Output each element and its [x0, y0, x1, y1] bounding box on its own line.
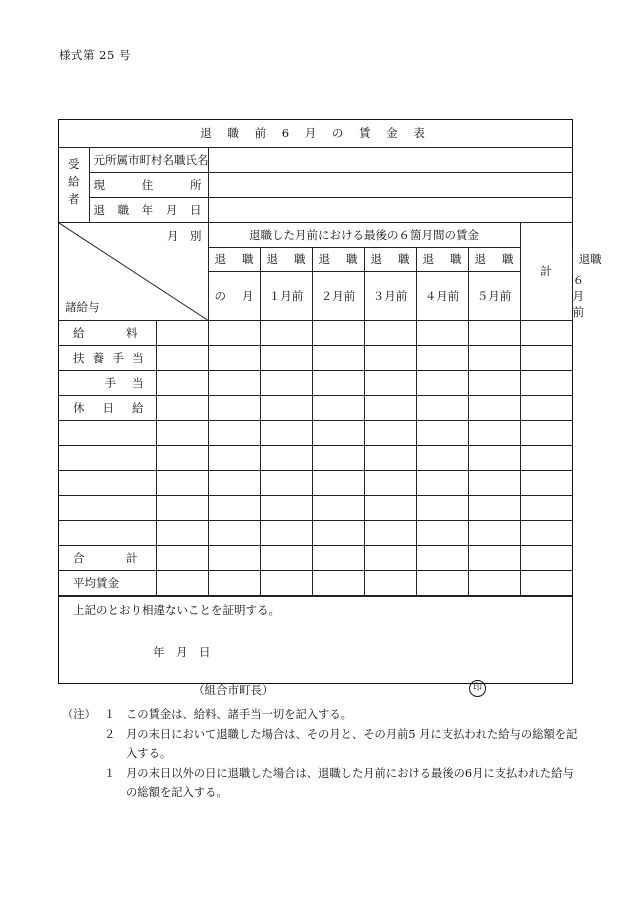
wage-cell[interactable]	[260, 470, 312, 495]
total-header: 計	[520, 222, 572, 320]
table-title: 退 職 前 6 月 の 賃 金 表	[59, 120, 572, 147]
wage-cell[interactable]	[364, 420, 416, 445]
table-row	[59, 320, 572, 345]
table-row	[59, 520, 572, 545]
wage-cell[interactable]	[364, 320, 416, 345]
wage-cell[interactable]	[260, 545, 312, 570]
wage-cell[interactable]	[312, 395, 364, 420]
form-number: 様式第 25 号	[59, 48, 131, 62]
month-header-top: 退 職	[364, 247, 416, 271]
row-label: 扶 養 手 当	[59, 345, 156, 370]
wage-cell[interactable]	[208, 445, 260, 470]
wage-cell[interactable]	[468, 470, 520, 495]
wage-cell[interactable]	[156, 345, 208, 370]
wage-cell[interactable]	[260, 570, 312, 595]
wage-cell[interactable]	[156, 420, 208, 445]
recipient-name-label: 元所属市町村名職氏名	[89, 147, 208, 172]
wage-cell[interactable]	[520, 445, 572, 470]
wage-cell[interactable]	[208, 520, 260, 545]
wage-cell[interactable]	[260, 420, 312, 445]
wage-cell[interactable]	[260, 320, 312, 345]
wage-cell[interactable]	[468, 420, 520, 445]
wage-cell[interactable]	[468, 545, 520, 570]
wage-cell[interactable]	[156, 545, 208, 570]
wage-cell[interactable]	[364, 345, 416, 370]
wage-cell[interactable]	[416, 495, 468, 520]
table-row	[59, 545, 572, 570]
notes-tag: （注）	[62, 708, 96, 721]
month-header-bottom: の 月	[208, 271, 260, 320]
wage-cell[interactable]	[364, 570, 416, 595]
wage-cell[interactable]	[468, 320, 520, 345]
month-header-bottom: ５月前	[468, 271, 520, 320]
wage-cell[interactable]	[520, 495, 572, 520]
wage-cell[interactable]	[312, 445, 364, 470]
wage-cell[interactable]	[364, 395, 416, 420]
recipient-address-label: 現 住 所	[89, 172, 208, 197]
wage-cell[interactable]	[208, 495, 260, 520]
wage-cell[interactable]	[208, 545, 260, 570]
wage-cell[interactable]	[260, 395, 312, 420]
wage-cell[interactable]	[416, 320, 468, 345]
wage-cell[interactable]	[416, 420, 468, 445]
wage-cell[interactable]	[416, 570, 468, 595]
month-header-bottom: １月前	[260, 271, 312, 320]
wage-cell[interactable]	[312, 420, 364, 445]
wage-cell[interactable]	[260, 370, 312, 395]
wage-cell[interactable]	[156, 495, 208, 520]
wage-cell[interactable]	[468, 345, 520, 370]
wage-cell[interactable]	[520, 420, 572, 445]
wage-cell[interactable]	[260, 495, 312, 520]
wage-cell[interactable]	[520, 395, 572, 420]
wage-cell[interactable]	[312, 520, 364, 545]
wage-cell[interactable]	[208, 395, 260, 420]
note-item: ２ 月の末日において退職した場合は、その月と、その月前5 月に支払われた給与の総額を記入する。	[104, 727, 578, 760]
row-label: 手 当	[59, 370, 156, 395]
row-label	[59, 520, 156, 545]
wage-cell[interactable]	[520, 320, 572, 345]
wage-cell[interactable]	[312, 570, 364, 595]
month-header-bottom-row: の 月 １月前 ２月前 ３月前 ４月前 ５月前 ６月前	[59, 271, 572, 320]
wage-cell[interactable]	[312, 470, 364, 495]
wage-cell[interactable]	[208, 470, 260, 495]
table-row	[59, 445, 572, 470]
wage-cell[interactable]	[520, 545, 572, 570]
header-diagonal-cell	[59, 222, 208, 320]
month-label: 月 別	[167, 228, 202, 243]
wage-cell[interactable]	[208, 420, 260, 445]
wage-cell[interactable]	[416, 370, 468, 395]
row-label: 給 料	[59, 320, 156, 345]
row-label: 合 計	[59, 545, 156, 570]
certification-date: 年 月 日	[153, 644, 211, 659]
table-row	[59, 570, 572, 595]
note-item: １ 月の末日以外の日に退職した場合は、退職した月前における最後の6月に支払われた給与の総額を記入する。	[104, 766, 574, 799]
wage-cell[interactable]	[416, 345, 468, 370]
wage-cell[interactable]	[208, 345, 260, 370]
wage-cell[interactable]	[520, 370, 572, 395]
wage-cell[interactable]	[468, 520, 520, 545]
table-row	[59, 345, 572, 370]
period-title: 退職した月前における最後の６箇月間の賃金	[208, 222, 520, 247]
table-row	[59, 370, 572, 395]
wage-cell[interactable]	[520, 470, 572, 495]
wage-cell[interactable]	[364, 545, 416, 570]
wage-cell[interactable]	[156, 520, 208, 545]
row-label	[59, 420, 156, 445]
month-header-bottom: ２月前	[312, 271, 364, 320]
month-header-top: 退 職	[416, 247, 468, 271]
wage-cell[interactable]	[260, 445, 312, 470]
certification-text: 上記のとおり相違ないことを証明する。	[73, 602, 280, 617]
wage-cell[interactable]	[416, 470, 468, 495]
wage-cell[interactable]	[208, 570, 260, 595]
month-header-top: 退 職	[260, 247, 312, 271]
wage-cell[interactable]	[312, 320, 364, 345]
wage-cell[interactable]	[260, 345, 312, 370]
kind-label: 諸給与	[65, 299, 100, 314]
row-label	[59, 445, 156, 470]
wage-cell[interactable]	[208, 370, 260, 395]
wage-cell[interactable]	[364, 370, 416, 395]
wage-cell[interactable]	[156, 320, 208, 345]
wage-cell[interactable]	[156, 445, 208, 470]
wage-cell[interactable]	[364, 520, 416, 545]
month-header-top: 退 職	[312, 247, 364, 271]
month-header-bottom: ３月前	[364, 271, 416, 320]
month-header-top-row: 退 職 退 職 退 職 退 職 退 職 退 職 退 職	[59, 247, 572, 271]
wage-table	[59, 120, 602, 596]
month-header-top: 退 職	[468, 247, 520, 271]
wage-cell[interactable]	[208, 320, 260, 345]
wage-cell[interactable]	[156, 470, 208, 495]
table-row	[59, 395, 572, 420]
wage-rows	[59, 320, 572, 595]
wage-cell[interactable]	[416, 395, 468, 420]
recipient-name-value[interactable]	[208, 147, 572, 172]
wage-cell[interactable]	[520, 520, 572, 545]
recipient-label: 受給者	[59, 147, 89, 222]
row-label	[59, 470, 156, 495]
certification-area	[59, 596, 572, 713]
wage-cell[interactable]	[468, 395, 520, 420]
retirement-date-value[interactable]	[208, 197, 572, 222]
wage-cell[interactable]	[260, 520, 312, 545]
wage-cell[interactable]	[416, 445, 468, 470]
wage-table-frame	[58, 119, 602, 697]
mayor-label: （組合市町長）	[193, 682, 274, 697]
wage-cell[interactable]	[364, 495, 416, 520]
note-item: （注） １ この賃金は、給料、諸手当一切を記入する。	[62, 705, 582, 725]
seal-mark: 印	[469, 680, 486, 697]
wage-cell[interactable]	[468, 370, 520, 395]
notes	[62, 705, 582, 803]
month-header-top: 退 職	[208, 247, 260, 271]
wage-cell[interactable]	[312, 495, 364, 520]
wage-cell[interactable]	[312, 370, 364, 395]
row-label: 休 日 給	[59, 395, 156, 420]
row-label	[59, 495, 156, 520]
wage-cell[interactable]	[364, 470, 416, 495]
wage-cell[interactable]	[520, 570, 572, 595]
table-row	[59, 470, 572, 495]
wage-cell[interactable]	[468, 495, 520, 520]
wage-cell[interactable]	[520, 345, 572, 370]
wage-cell[interactable]	[364, 445, 416, 470]
wage-cell[interactable]	[416, 520, 468, 545]
table-row	[59, 495, 572, 520]
table-row	[59, 420, 572, 445]
month-header-bottom: ４月前	[416, 271, 468, 320]
wage-cell[interactable]	[156, 395, 208, 420]
wage-cell[interactable]	[312, 345, 364, 370]
wage-cell[interactable]	[156, 370, 208, 395]
row-label: 平均賃金	[59, 570, 156, 595]
wage-cell[interactable]	[416, 545, 468, 570]
wage-cell[interactable]	[156, 570, 208, 595]
wage-cell[interactable]	[468, 570, 520, 595]
wage-cell[interactable]	[312, 545, 364, 570]
recipient-address-value[interactable]	[208, 172, 572, 197]
wage-cell[interactable]	[468, 445, 520, 470]
retirement-date-label: 退 職 年 月 日	[89, 197, 208, 222]
